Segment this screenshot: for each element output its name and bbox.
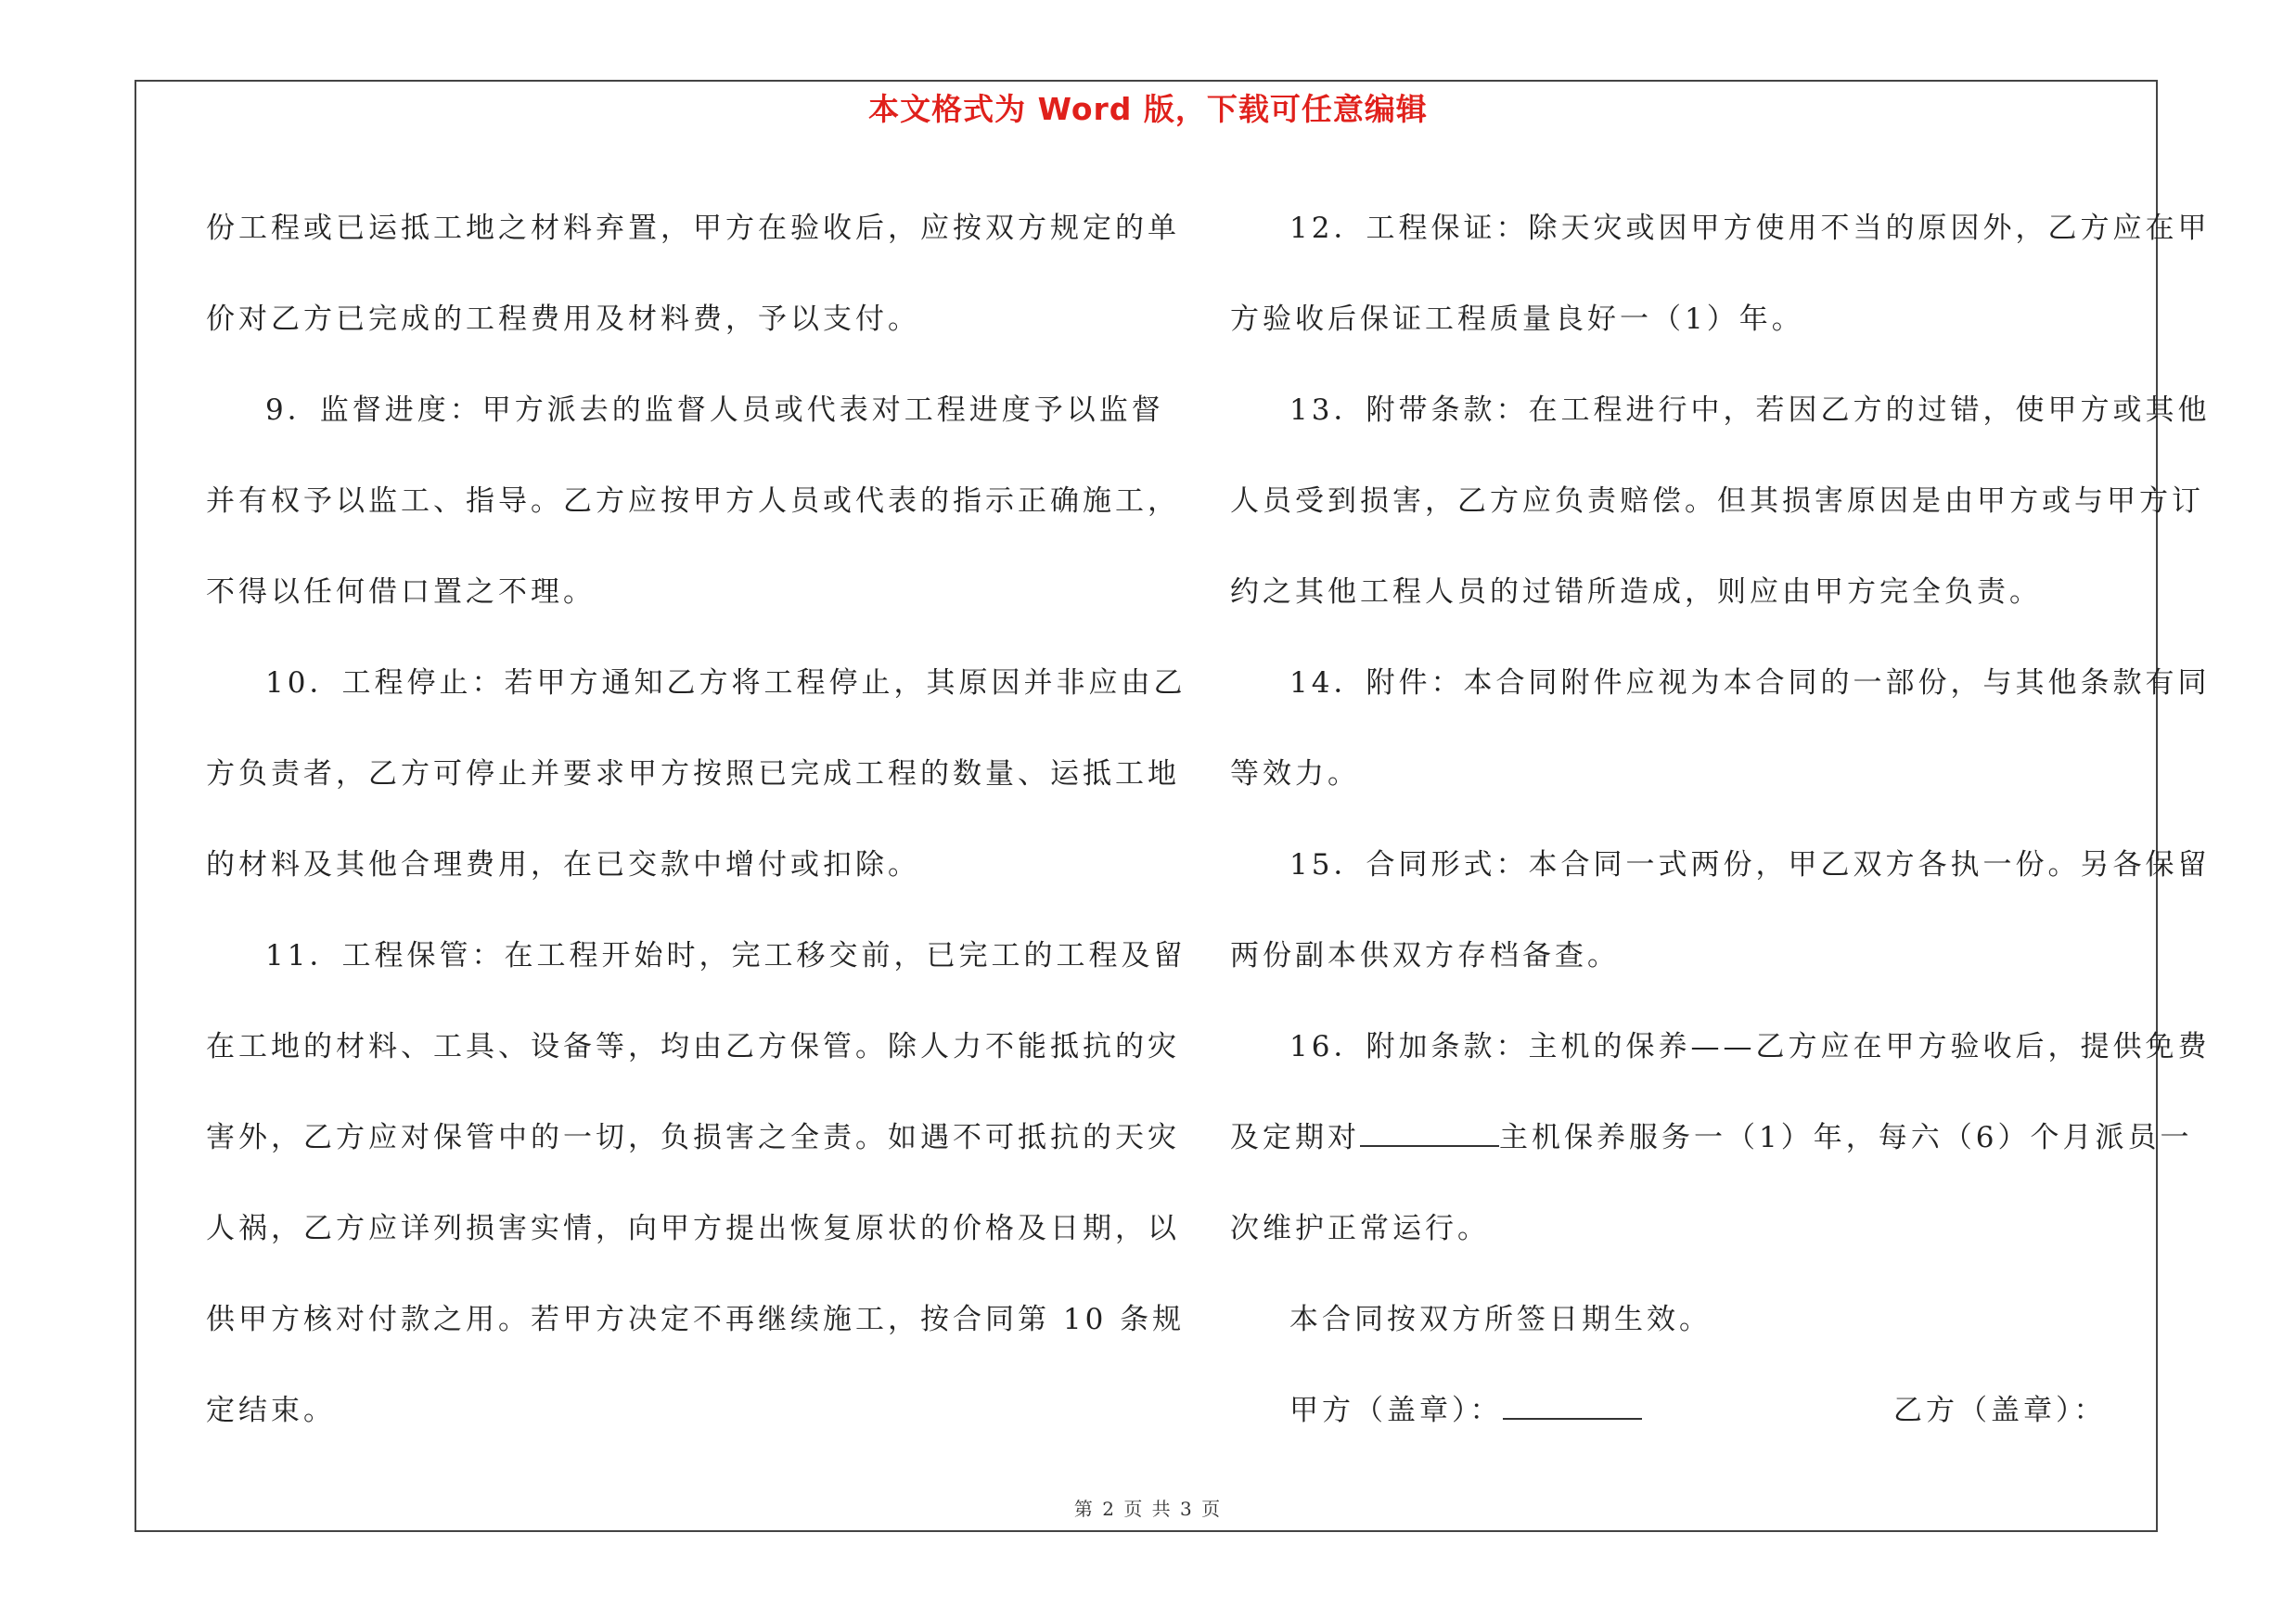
paragraph-line: 约之其他工程人员的过错所造成，则应由甲方完全负责。 [1230,575,2042,609]
paragraph-line: 供甲方核对付款之用。若甲方决定不再继续施工，按合同第 10 条规 [206,1303,1186,1336]
right-column [1230,183,2211,1456]
paragraph-line-with-blank [1230,1092,2193,1183]
clause-14-heading-line: 14．附件：本合同附件应视为本合同的一部份，与其他条款有同 [1289,666,2211,700]
clause-12-heading-line: 12．工程保证：除天灾或因甲方使用不当的原因外，乙方应在甲 [1289,212,2211,245]
paragraph-line: 次维护正常运行。 [1230,1212,1490,1245]
paragraph-line: 不得以任何借口置之不理。 [206,575,596,609]
paragraph-line: 定结束。 [206,1394,336,1427]
page-number: 第 2 页 共 3 页 [1073,1498,1223,1520]
paragraph-line: 人员受到损害，乙方应负责赔偿。但其损害原因是由甲方或与甲方订 [1230,484,2204,518]
effective-date-statement: 本合同按双方所签日期生效。 [1289,1303,1712,1336]
signature-row [1230,1365,2158,1456]
paragraph-line: 人祸，乙方应详列损害实情，向甲方提出恢复原状的价格及日期，以 [206,1212,1180,1245]
clause-11-heading-line: 11．工程保管：在工程开始时，完工移交前，已完工的工程及留 [265,939,1186,973]
paragraph-line: 份工程或已运抵工地之材料弃置，甲方在验收后，应按双方规定的单 [206,212,1180,245]
party-b-label: 乙方（盖章）： [1893,1394,2107,1427]
paragraph-line: 等效力。 [1230,757,1360,791]
clause-9-heading-line: 9．监督进度：甲方派去的监督人员或代表对工程进度予以监督 [265,393,1164,427]
blank-line-suffix: 主机保养服务一（1）年，每六（6）个月派员一 [1499,1121,2193,1154]
fill-in-blank[interactable] [1360,1121,1499,1147]
paragraph-line: 在工地的材料、工具、设备等，均由乙方保管。除人力不能抵抗的灾 [206,1030,1180,1063]
paragraph-line: 方负责者，乙方可停止并要求甲方按照已完成工程的数量、运抵工地 [206,757,1180,791]
party-a-label: 甲方（盖章）： [1289,1394,1503,1427]
clause-16-heading-line: 16．附加条款：主机的保养——乙方应在甲方验收后，提供免费 [1289,1030,2211,1063]
paragraph-line: 害外，乙方应对保管中的一切，负损害之全责。如遇不可抵抗的天灾 [206,1121,1180,1154]
party-a-blank[interactable] [1503,1394,1642,1420]
blank-line-prefix: 及定期对 [1230,1121,1360,1154]
party-a-signature [1289,1365,1642,1456]
clause-10-heading-line: 10．工程停止：若甲方通知乙方将工程停止，其原因并非应由乙 [265,666,1186,700]
paragraph-line: 的材料及其他合理费用，在已交款中增付或扣除。 [206,848,920,882]
paragraph-line: 并有权予以监工、指导。乙方应按甲方人员或代表的指示正确施工， [206,484,1180,518]
paragraph-line: 两份副本供双方存档备查。 [1230,939,1620,973]
format-banner: 本文格式为 Word 版，下载可任意编辑 [868,91,1428,127]
paragraph-line: 价对乙方已完成的工程费用及材料费，予以支付。 [206,303,920,336]
clause-13-heading-line: 13．附带条款：在工程进行中，若因乙方的过错，使甲方或其他 [1289,393,2211,427]
paragraph-line: 方验收后保证工程质量良好一（1）年。 [1230,303,1804,336]
left-column [206,183,1186,1456]
clause-15-heading-line: 15．合同形式：本合同一式两份，甲乙双方各执一份。另各保留 [1289,848,2211,882]
